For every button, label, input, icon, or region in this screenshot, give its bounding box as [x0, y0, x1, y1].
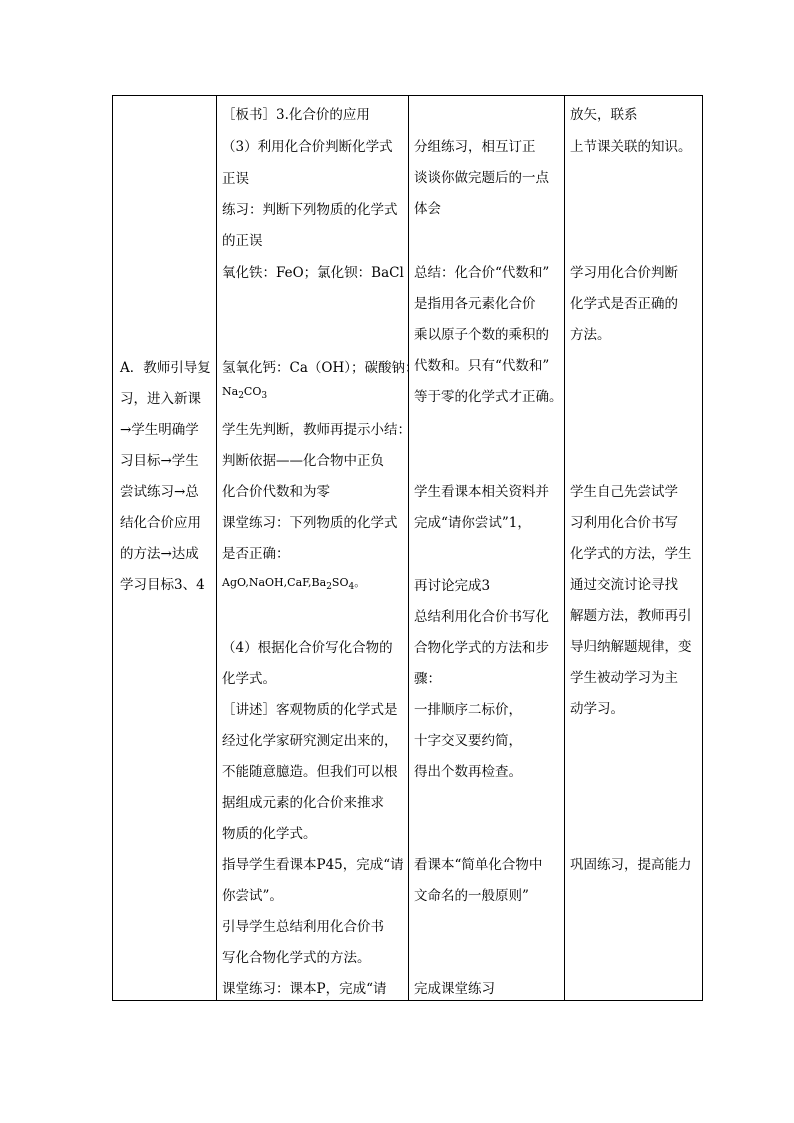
- col4-line: 方法。: [570, 327, 611, 343]
- col1-line: 学习目标3、4: [120, 577, 205, 593]
- col4-line: 习利用化合价书写: [570, 515, 678, 531]
- col3-line: 代数和。只有“代数和”: [414, 358, 550, 374]
- col2-line: 氢氧化钙：Ca（OH）；碳酸钠：: [222, 360, 419, 376]
- col1-line: 习，进入新课: [120, 391, 201, 407]
- column-divider: [564, 96, 565, 1000]
- column-divider: [408, 96, 409, 1000]
- col3-line: 完成课堂练习: [414, 981, 495, 997]
- col3-line: 十字交叉要约简，: [414, 733, 522, 749]
- col2-line: 你尝试”。: [222, 888, 283, 904]
- col4-line: 解题方法，教师再引: [570, 608, 692, 624]
- col3-line: 一排顺序二标价，: [414, 702, 522, 718]
- board-heading: ［板书］3.化合价的应用: [222, 107, 370, 123]
- col3-line: 看课本“简单化合物中: [414, 857, 543, 873]
- col3-line: 分组练习，相互订正: [414, 139, 536, 155]
- col3-line: 合物化学式的方法和步: [414, 640, 549, 656]
- formula-list: $AgO,NaOH,CaF,Ba_2SO_4$。: [222, 576, 366, 592]
- col2-line: 判断依据——化合物中正负: [222, 453, 384, 469]
- col4-line: 放矢，联系: [570, 107, 638, 123]
- col3-line: 乘以原子个数的乘积的: [414, 327, 549, 343]
- col2-line: （4）根据化合价写化合物的: [222, 640, 393, 656]
- col2-line: 据组成元素的化合价来推求: [222, 795, 384, 811]
- col3-line: 等于零的化学式才正确。: [414, 389, 563, 405]
- col3-line: 体会: [414, 201, 441, 217]
- col2-line: 氧化铁：FeO；氯化钡：BaCl: [222, 265, 404, 281]
- col1-line: A．教师引导复: [120, 360, 211, 376]
- col2-line: 引导学生总结利用化合价书: [222, 919, 384, 935]
- col2-line: 化合价代数和为零: [222, 484, 330, 500]
- col2-line: 课堂练习：下列物质的化学式: [222, 515, 398, 531]
- col3-line: 得出个数再检查。: [414, 764, 522, 780]
- col2-line: 写化合物化学式的方法。: [222, 950, 371, 966]
- column-divider: [216, 96, 217, 1000]
- col4-line: 化学式的方法，学生: [570, 546, 692, 562]
- col3-line: 再讨论完成3: [414, 578, 491, 594]
- col2-line: 是否正确：: [222, 546, 290, 562]
- col2-line: 化学式。: [222, 671, 276, 687]
- col2-line: 经过化学家研究测定出来的，: [222, 733, 398, 749]
- col1-line: →学生明确学: [120, 422, 199, 438]
- col3-line: 总结：化合价“代数和”: [414, 265, 550, 281]
- col4-line: 导归纳解题规律，变: [570, 639, 692, 655]
- col1-line: 尝试练习→总: [120, 484, 199, 500]
- col2-line: ［讲述］客观物质的化学式是: [222, 702, 398, 718]
- col1-line: 的方法→达成: [120, 546, 199, 562]
- col1-line: 结化合价应用: [120, 515, 201, 531]
- col2-line: （3）利用化合价判断化学式: [222, 139, 393, 155]
- col2-line: 不能随意臆造。但我们可以根: [222, 764, 398, 780]
- col3-line: 是指用各元素化合价: [414, 296, 536, 312]
- formula-na2co3: $Na_2CO_3$: [222, 385, 268, 401]
- col3-line: 总结利用化合价书写化: [414, 609, 549, 625]
- col4-line: 学习用化合价判断: [570, 265, 678, 281]
- col2-line: 正误: [222, 171, 249, 187]
- col4-line: 巩固练习，提高能力: [570, 857, 692, 873]
- col4-line: 学生自己先尝试学: [570, 484, 678, 500]
- col2-line: 物质的化学式。: [222, 826, 317, 842]
- col4-line: 动学习。: [570, 701, 624, 717]
- col4-line: 化学式是否正确的: [570, 296, 678, 312]
- col3-line: 谈谈你做完题后的一点: [414, 170, 549, 186]
- col2-line: 指导学生看课本P45，完成“请: [222, 857, 404, 873]
- col2-line: 学生先判断，教师再提示小结：: [222, 422, 411, 438]
- col2-line: 的正误: [222, 233, 263, 249]
- col4-line: 通过交流讨论寻找: [570, 577, 678, 593]
- col2-line: 练习：判断下列物质的化学式: [222, 202, 398, 218]
- col3-line: 骤：: [414, 671, 441, 687]
- col4-line: 学生被动学习为主: [570, 670, 678, 686]
- col3-line: 文命名的一般原则”: [414, 888, 529, 904]
- col2-line: 课堂练习：课本P，完成“请: [222, 981, 387, 997]
- col3-line: 完成“请你尝试”1，: [414, 515, 531, 531]
- col4-line: 上节课关联的知识。: [570, 139, 692, 155]
- col1-line: 习目标→学生: [120, 453, 199, 469]
- col3-line: 学生看课本相关资料并: [414, 484, 549, 500]
